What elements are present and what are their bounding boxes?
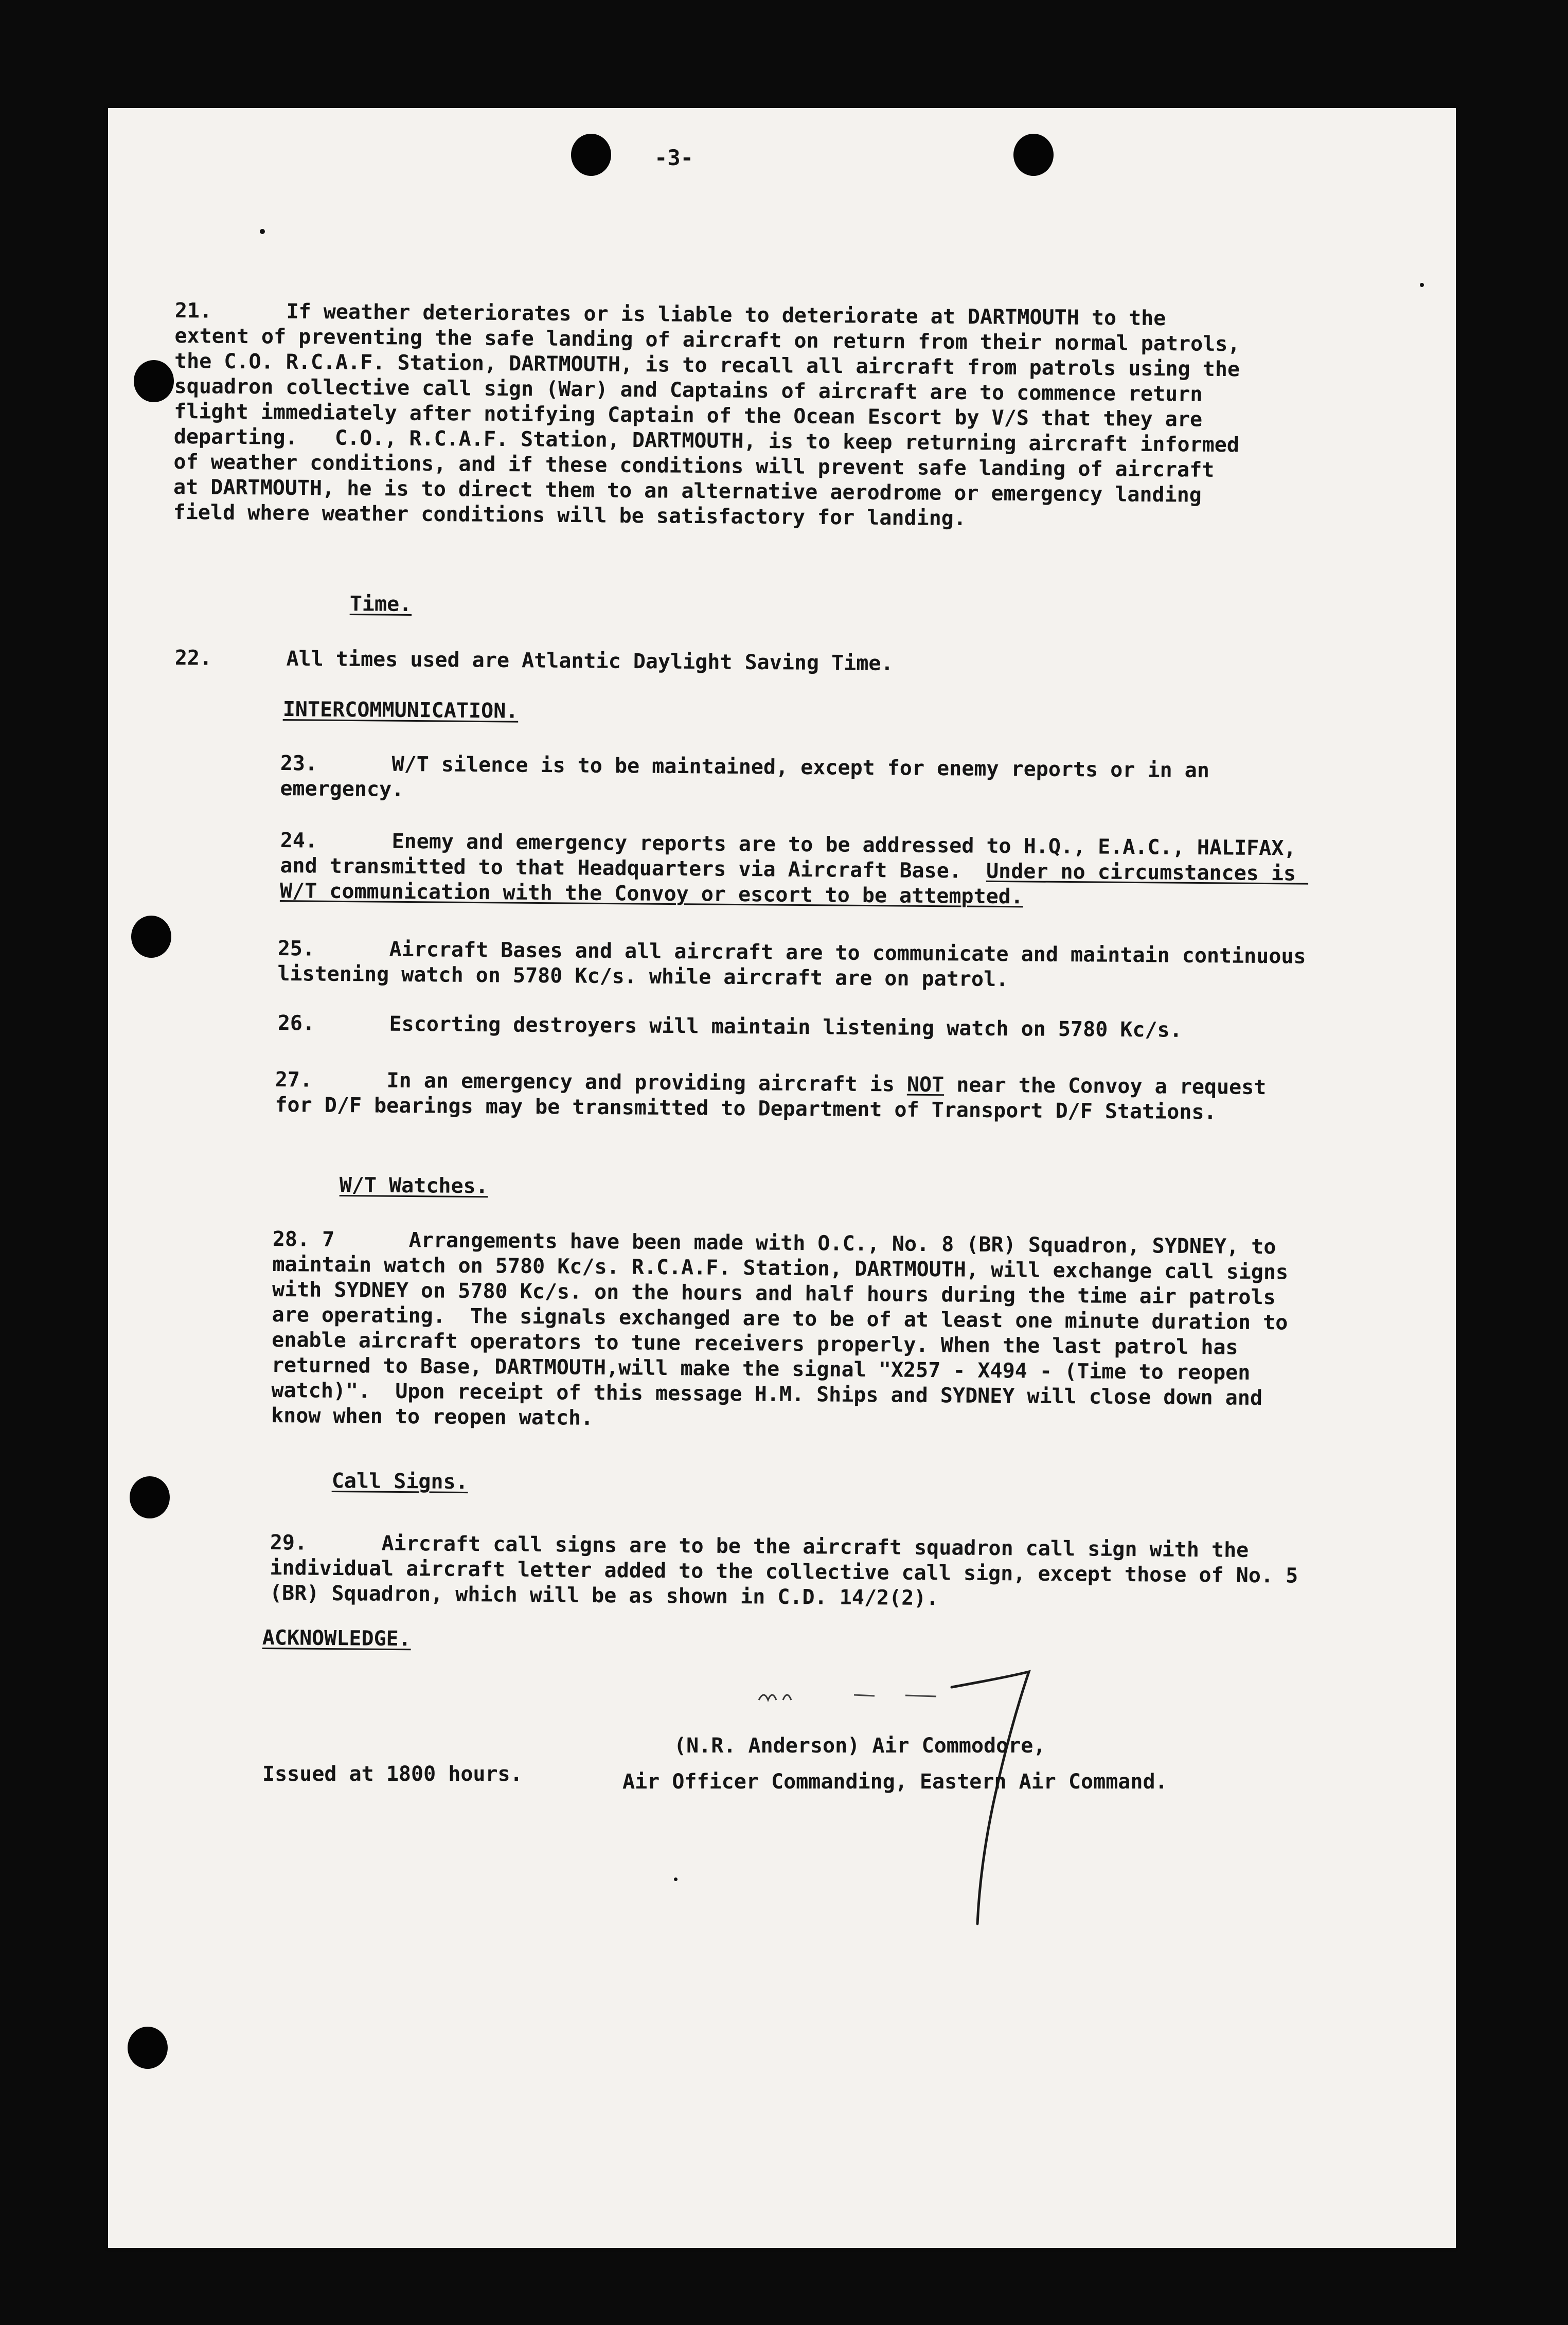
heading-call-signs: Call Signs. (331, 1469, 468, 1494)
paragraph-number: 22. (174, 646, 212, 670)
paragraph-number: 29. (270, 1531, 308, 1555)
paragraph-text: near the Convoy a request for D/F bearings may be transmitted to Department of Transport D/F Stations. (275, 1073, 1279, 1124)
paragraph-underlined-text: Under no circumstances is W/T communication with the Convoy or escort to be attempted. (279, 859, 1309, 909)
paragraph-text: W/T silence is to be maintained, except for enemy reports or in an emergency. (280, 752, 1222, 801)
page-number: -3- (654, 145, 693, 170)
paragraph-number: 23. (280, 752, 318, 776)
emphasis-not: NOT (906, 1072, 945, 1097)
paragraph-text: In an emergency and providing aircraft is (386, 1068, 895, 1097)
paragraph-number: 27. (275, 1068, 313, 1092)
heading-wt-watches: W/T Watches. (339, 1173, 488, 1199)
paragraph-number: 28. 7 (272, 1227, 335, 1251)
issued-time: Issued at 1800 hours. (262, 1762, 523, 1786)
paragraph-text: Aircraft call signs are to be the aircraft squadron call sign with the individual aircraft letter added to the collective call sign, except those of No. 5 (BR) Squadron, which will be as shown in C.D. 14/2(2). (269, 1531, 1311, 1611)
paragraph-number: 25. (277, 937, 315, 961)
signatory-name: (N.R. Anderson) Air Commodore, (674, 1734, 1046, 1758)
heading-intercommunication: INTERCOMMUNICATION. (282, 698, 519, 723)
paragraph-text: If weather deteriorates or is liable to deteriorate at DARTMOUTH to the extent of preventing the safe landing of aircraft on return from their normal patrols, the C.O. R.C.A.F. Station, DARTMOUTH, is to recall all aircraft from patrols using the squadron collective call sign (War) and Captains of aircraft are to commence return flight immediately after notifying Captain of the Ocean Escort by V/S that they are departing. C.O., R.C.A.F. Station, DARTMOUTH, is to keep returning aircraft informed of weather conditions, and if these conditions will prevent safe landing of aircraft at DARTMOUTH, he is to direct them to an alternative aerodrome or emergency landing field where weather conditions will be satisfactory for landing. (173, 299, 1253, 531)
paragraph-text: Escorting destroyers will maintain listening watch on 5780 Kc/s. (389, 1012, 1182, 1042)
signatory-title: Air Officer Commanding, Eastern Air Command. (622, 1770, 1168, 1794)
heading-acknowledge: ACKNOWLEDGE. (262, 1626, 411, 1651)
paragraph-number: 21. (174, 298, 212, 323)
paragraph-number: 24. (280, 829, 318, 853)
paragraph-text: All times used are Atlantic Daylight Saving Time. (286, 647, 894, 675)
heading-time: Time. (349, 592, 412, 616)
paragraph-text: Aircraft Bases and all aircraft are to communicate and maintain continuous listening watch on 5780 Kc/s. while aircraft are on patrol. (277, 937, 1318, 992)
paragraph-text: Enemy and emergency reports are to be addressed to H.Q., E.A.C., HALIFAX, and transmitted to that Headquarters via Aircraft Base. (280, 829, 1309, 883)
paragraph-number: 26. (277, 1011, 315, 1035)
paragraph-text: Arrangements have been made with O.C., No. 8 (BR) Squadron, SYDNEY, to maintain watch on 5780 Kc/s. R.C.A.F. Station, DARTMOUTH, will exchange call signs with SYDNEY on 5780 Kc/s. on the hours and half hours during the time air patrols are operating. The signals exchanged are to be of at least one minute duration to enable aircraft operators to tune receivers properly. When the last patrol has returned to Base, DARTMOUTH,will make the signal "X257 - X494 - (Time to reopen watch)". Upon receipt of this message H.M. Ships and SYDNEY will close down and know when to reopen watch. (271, 1228, 1301, 1430)
